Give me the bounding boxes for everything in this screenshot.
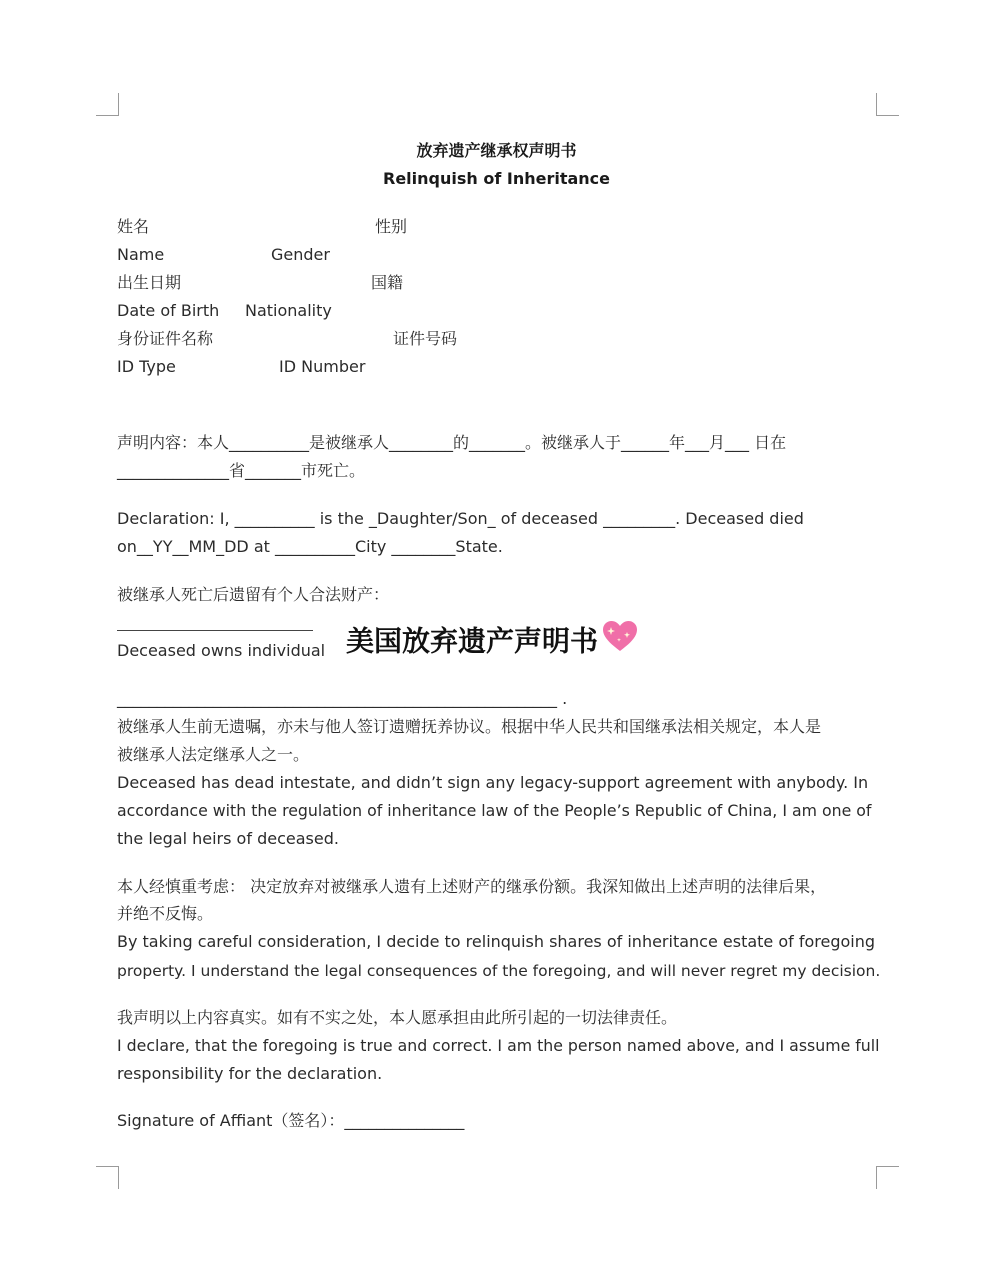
label-dob-cn: 出生日期 [117,273,182,292]
crop-mark-bottom-left [96,1166,119,1189]
crop-mark-top-left [96,93,119,116]
label-idnumber-cn: 证件号码 [393,329,458,348]
crop-mark-top-right [876,93,899,116]
label-gender-cn: 性别 [375,217,408,236]
label-gender-en: Gender [271,245,330,264]
label-nationality-cn: 国籍 [371,273,404,292]
intestate-en-line1: Deceased has dead intestate, and didn’t sign any legacy-support agreement with anybody. In [117,773,869,792]
truth-cn: 我声明以上内容真实。如有不实之处，本人愿承担由此所引起的一切法律责任。 [117,1008,678,1027]
intestate-cn-line1: 被继承人生前无遗嘱，亦未与他人签订遗赠抚养协议。根据中华人民共和国继承法相关规定，本人是 [117,717,822,736]
title-cn: 放弃遗产继承权声明书 [416,141,577,160]
declaration-cn-line1: 声明内容：本人__________是被继承人________的_______。被继承人于______年___月___ 日在 [117,433,787,452]
intestate-en-line3: the legal heirs of deceased. [117,829,339,848]
overlay-caption [346,620,638,660]
truth-en-line1: I declare, that the foregoing is true and correct. I am the person named above, and I assume full [117,1036,880,1055]
relinquish-en-line1: By taking careful consideration, I decide to relinquish shares of inheritance estate of foregoing [117,932,876,951]
relinquish-cn-line2: 并绝不反悔。 [117,904,214,923]
label-dob-en: Date of Birth [117,301,220,320]
declaration-en-line1: Declaration: I, __________ is the _Daughter/Son_ of deceased _________. Deceased died [117,509,804,528]
truth-en-line2: responsibility for the declaration. [117,1064,383,1083]
property-en: Deceased owns individual [117,641,326,660]
declaration-cn-line2: ______________省_______市死亡。 [117,461,366,480]
overlay-caption-text: 美国放弃遗产声明书 [346,624,599,658]
label-idnumber-en: ID Number [279,357,366,376]
intestate-cn-line2: 被继承人法定继承人之一。 [117,745,310,764]
label-name-cn: 姓名 [117,217,150,236]
property-blank-short-line [117,630,313,631]
property-blank-line: _______________________________________________________ . [117,689,568,708]
label-name-en: Name [117,245,165,264]
signature-line: Signature of Affiant（签名）：_______________ [117,1111,465,1130]
label-idtype-cn: 身份证件名称 [117,329,214,348]
title-en: Relinquish of Inheritance [383,169,610,188]
intestate-en-line2: accordance with the regulation of inheritance law of the People’s Republic of China, I am one of [117,801,872,820]
label-nationality-en: Nationality [245,301,332,320]
declaration-en-line2: on__YY__MM_DD at __________City ________State. [117,537,503,556]
relinquish-cn-line1: 本人经慎重考虑： 决定放弃对被继承人遗有上述财产的继承份额。我深知做出上述声明的法律后果， [117,877,827,896]
relinquish-en-line2: property. I understand the legal consequences of the foregoing, and will never regret my decision. [117,962,881,980]
property-cn: 被继承人死亡后遗留有个人合法财产： [117,585,390,604]
crop-mark-bottom-right [876,1166,899,1189]
sparkling-heart-icon [602,620,638,665]
label-idtype-en: ID Type [117,357,176,376]
